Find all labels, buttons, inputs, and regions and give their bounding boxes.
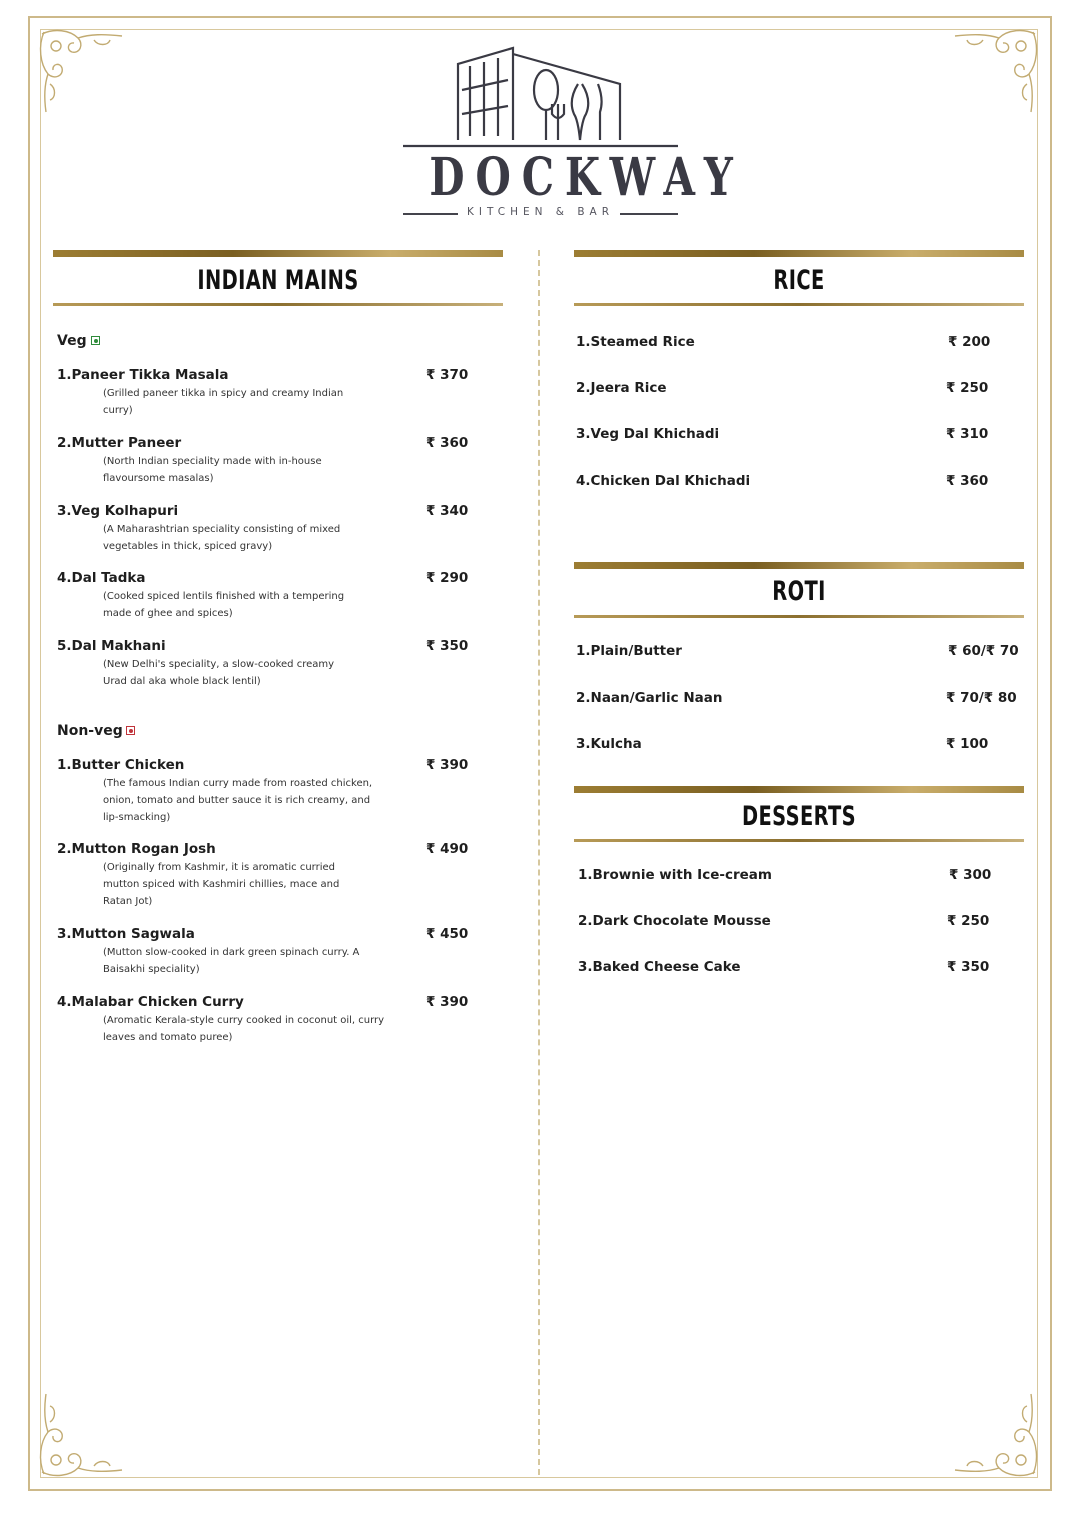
menu-item-description: (A Maharashtrian speciality consisting of mixed vegetables in thick, spiced gravy): [103, 524, 341, 552]
menu-item-price: ₹ 250: [947, 913, 990, 929]
menu-item-name: 4.Malabar Chicken Curry: [57, 994, 244, 1010]
menu-item-price: ₹ 60/₹ 70: [948, 643, 1019, 659]
veg-indicator-icon: [91, 336, 100, 345]
menu-item-name: 3.Kulcha: [576, 736, 642, 752]
menu-item-description: (North Indian speciality made with in-house flavoursome masalas): [103, 456, 322, 484]
section-header-desserts: [574, 786, 1024, 844]
menu-item-price: ₹ 300: [949, 867, 992, 883]
menu-item-price: ₹ 200: [948, 334, 991, 350]
menu-item-description: (Originally from Kashmir, it is aromatic curried mutton spiced with Kashmiri chillies, mace and Ratan Jot): [103, 862, 340, 907]
menu-item-description: (New Delhi's speciality, a slow-cooked creamy Urad dal aka whole black lentil): [103, 659, 335, 687]
menu-item-description: (Mutton slow-cooked in dark green spinach curry. A Baisakhi speciality): [103, 947, 360, 975]
menu-item-name: 2.Jeera Rice: [576, 380, 667, 396]
menu-item-price: ₹ 390: [426, 757, 469, 773]
section-title: DESSERTS: [741, 801, 857, 832]
menu-item-name: 1.Butter Chicken: [57, 757, 185, 773]
menu-item-price: ₹ 450: [426, 926, 469, 942]
menu-item-price: ₹ 390: [426, 994, 469, 1010]
menu-item-price: ₹ 360: [426, 435, 469, 451]
menu-item-name: 4.Dal Tadka: [57, 570, 146, 586]
menu-item-name: 3.Baked Cheese Cake: [578, 959, 741, 975]
brand-name: DOCKWAY: [429, 147, 744, 208]
gold-rule: [574, 303, 1024, 306]
section-header-rice: [574, 250, 1024, 308]
nonveg-indicator-icon: [126, 726, 135, 735]
section-header-roti: [574, 562, 1024, 620]
section-title: INDIAN MAINS: [197, 265, 359, 296]
section-title: ROTI: [772, 576, 826, 607]
menu-item-name: 3.Veg Kolhapuri: [57, 503, 179, 519]
menu-item-price: ₹ 490: [426, 841, 469, 857]
menu-item-price: ₹ 250: [946, 380, 989, 396]
veg-label: Veg: [57, 333, 87, 349]
menu-item-price: ₹ 350: [426, 638, 469, 654]
gold-rule: [574, 839, 1024, 842]
menu-item-name: 2.Naan/Garlic Naan: [576, 690, 723, 706]
menu-item-name: 1.Steamed Rice: [576, 334, 695, 350]
menu-item-name: 1.Paneer Tikka Masala: [57, 367, 229, 383]
menu-item-price: ₹ 100: [946, 736, 989, 752]
menu-item-name: 5.Dal Makhani: [57, 638, 166, 654]
gold-bar: [53, 250, 503, 257]
gold-bar: [574, 250, 1024, 257]
menu-item-price: ₹ 70/₹ 80: [946, 690, 1017, 706]
gold-rule: [53, 303, 503, 306]
menu-item-name: 1.Brownie with Ice-cream: [578, 867, 772, 883]
menu-item-name: 2.Mutter Paneer: [57, 435, 182, 451]
menu-item-name: 1.Plain/Butter: [576, 643, 682, 659]
nonveg-label: Non-veg: [57, 723, 123, 739]
corner-ornament-icon: [34, 1392, 129, 1482]
menu-item-price: ₹ 310: [946, 426, 989, 442]
section-header-indian-mains: [53, 250, 503, 308]
menu-item-price: ₹ 290: [426, 570, 469, 586]
gold-bar: [574, 786, 1024, 793]
corner-ornament-icon: [948, 24, 1043, 114]
menu-item-description: (Cooked spiced lentils finished with a tempering made of ghee and spices): [103, 591, 345, 619]
gold-rule: [574, 615, 1024, 618]
menu-item-name: 3.Mutton Sagwala: [57, 926, 195, 942]
menu-item-description: (The famous Indian curry made from roasted chicken, onion, tomato and butter sauce it is rich creamy, and lip-smacking): [103, 778, 373, 823]
corner-ornament-icon: [34, 24, 129, 114]
section-title: RICE: [773, 265, 825, 296]
menu-item-price: ₹ 350: [947, 959, 990, 975]
gold-bar: [574, 562, 1024, 569]
menu-item-price: ₹ 370: [426, 367, 469, 383]
menu-item-name: 4.Chicken Dal Khichadi: [576, 473, 751, 489]
column-divider: [538, 250, 540, 1475]
menu-item-name: 3.Veg Dal Khichadi: [576, 426, 720, 442]
corner-ornament-icon: [948, 1392, 1043, 1482]
menu-item-description: (Aromatic Kerala-style curry cooked in coconut oil, curry leaves and tomato puree): [103, 1015, 385, 1043]
menu-item-price: ₹ 360: [946, 473, 989, 489]
menu-item-name: 2.Dark Chocolate Mousse: [578, 913, 771, 929]
menu-item-description: (Grilled paneer tikka in spicy and creamy Indian curry): [103, 388, 344, 416]
brand-tagline: KITCHEN & BAR: [466, 206, 615, 218]
menu-item-price: ₹ 340: [426, 503, 469, 519]
menu-item-name: 2.Mutton Rogan Josh: [57, 841, 216, 857]
